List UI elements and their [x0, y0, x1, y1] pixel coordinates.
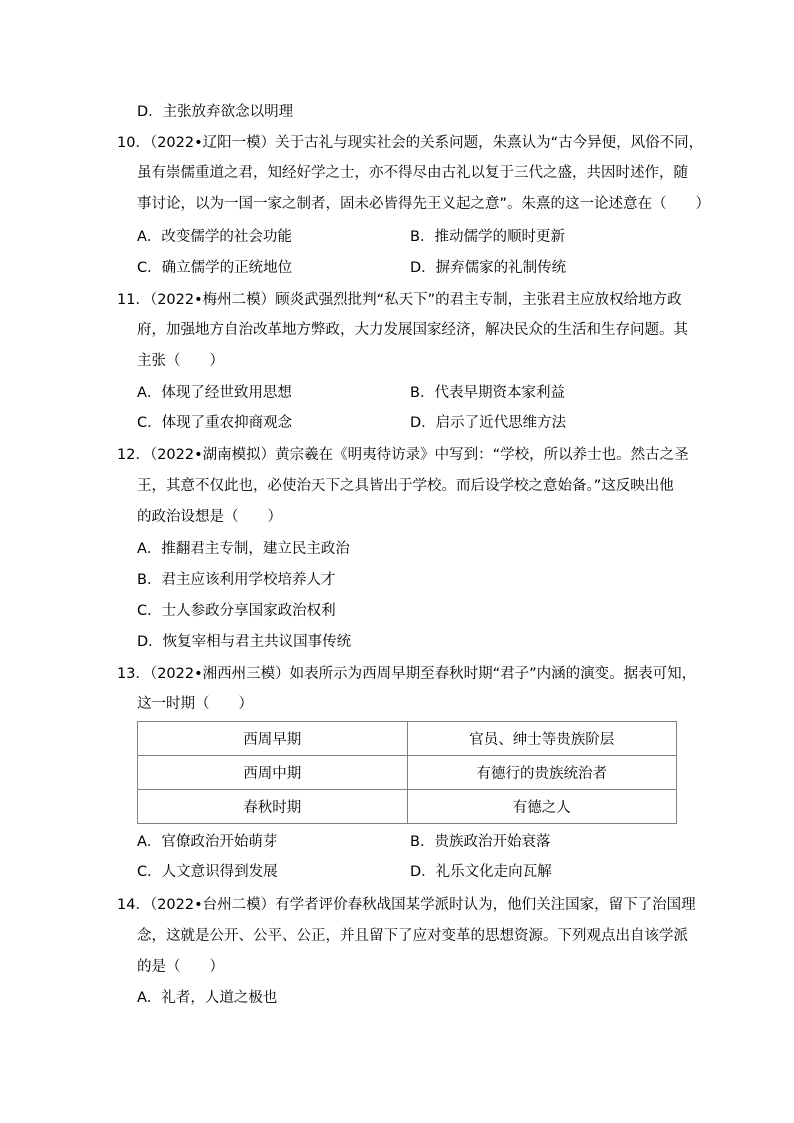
table-cell-meaning: 官员、绅士等贵族阶层	[407, 722, 677, 756]
q10-option-a: A．改变儒学的社会功能	[137, 229, 292, 245]
q12-stem-line-2: 王，其意不仅此也，必使治天下之具皆出于学校。而后设学校之意始备。”这反映出他	[137, 478, 674, 494]
q14-option-a: A．礼者，人道之极也	[137, 990, 278, 1006]
q14-stem-line-2: 念，这就是公开、公平、公正，并且留下了应对变革的思想资源。下列观点出自该学派	[137, 928, 688, 944]
q11-option-d: D．启示了近代思维方法	[410, 415, 567, 431]
q11-option-b: B．代表早期资本家利益	[410, 385, 565, 401]
q13-option-a: A．官僚政治开始萌芽	[137, 834, 278, 850]
table-cell-meaning: 有德之人	[407, 790, 677, 824]
q10-option-c: C．确立儒学的正统地位	[137, 260, 293, 276]
q11-stem-line-2: 府，加强地方自治改革地方弊政，大力发展国家经济，解决民众的生活和生存问题。其	[137, 322, 688, 338]
table-cell-period: 西周早期	[138, 722, 408, 756]
q12-stem-line-1: 12．（2022•湖南模拟）黄宗羲在《明夷待访录》中写到：“学校，所以养士也。然古之圣	[117, 447, 689, 463]
q10-option-b: B．推动儒学的顺时更新	[410, 229, 565, 245]
q11-stem-line-1: 11．（2022•梅州二模）顾炎武强烈批判“私天下”的君主专制，主张君主应放权给地方政	[117, 292, 682, 308]
q12-option-c: C．士人参政分享国家政治权利	[137, 603, 336, 619]
q12-option-d: D．恢复宰相与君主共议国事传统	[137, 634, 352, 650]
q14-stem-line-3: 的是（ ）	[137, 959, 224, 975]
q10-option-d: D．摒弃儒家的礼制传统	[410, 260, 567, 276]
q11-option-c: C．体现了重农抑商观念	[137, 415, 293, 431]
q9-option-d: D．主张放弃欲念以明理	[137, 104, 294, 120]
q13-stem-line-2: 这一时期（ ）	[137, 696, 253, 712]
q10-stem-line-2: 虽有崇儒重道之君，知经好学之士，亦不得尽由古礼以复于三代之盛，共因时述作，随	[137, 165, 688, 181]
table-cell-meaning: 有德行的贵族统治者	[407, 756, 677, 790]
table-cell-period: 西周中期	[138, 756, 408, 790]
q13-stem-line-1: 13．（2022•湘西州三模）如表所示为西周早期至春秋时期“君子”内涵的演变。据表可知，	[117, 666, 697, 682]
q14-stem-line-1: 14．（2022•台州二模）有学者评价春秋战国某学派时认为，他们关注国家，留下了治国理	[117, 897, 696, 913]
q10-stem-line-3: 事讨论，以为一国一家之制者，固未必皆得先王义起之意”。朱熹的这一论述意在（ ）	[137, 196, 711, 212]
q13-option-b: B．贵族政治开始衰落	[410, 834, 551, 850]
q10-stem-line-1: 10．（2022•辽阳一模）关于古礼与现实社会的关系问题，朱熹认为“古今异便，风俗不同，	[117, 135, 704, 151]
table-row	[138, 790, 677, 824]
q12-option-a: A．推翻君主专制，建立民主政治	[137, 541, 350, 557]
q12-option-b: B．君主应该利用学校培养人才	[137, 572, 336, 588]
junzi-evolution-table	[137, 721, 677, 824]
q13-option-d: D．礼乐文化走向瓦解	[410, 864, 552, 880]
q11-stem-line-3: 主张（ ）	[137, 353, 224, 369]
table-row	[138, 756, 677, 790]
q13-option-c: C．人文意识得到发展	[137, 864, 278, 880]
table-cell-period: 春秋时期	[138, 790, 408, 824]
q12-stem-line-3: 的政治设想是（ ）	[137, 509, 282, 525]
table-row	[138, 722, 677, 756]
q11-option-a: A．体现了经世致用思想	[137, 385, 292, 401]
